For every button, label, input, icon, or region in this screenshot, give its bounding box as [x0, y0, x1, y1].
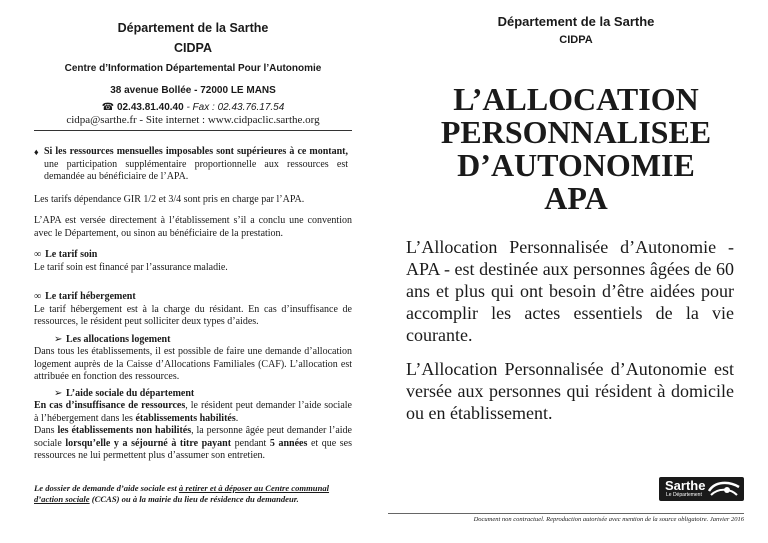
tarif-soin-section	[34, 249, 352, 274]
department-title: Département de la Sarthe	[117, 21, 269, 35]
aide-sociale-heading: L’aide sociale du département	[66, 387, 195, 399]
document-title: L’ALLOCATION PERSONNALISEE D’AUTONOMIE APA	[440, 81, 712, 216]
infinity-bullet-icon: ∞	[34, 291, 42, 302]
allocations-logement-heading: Les allocations logement	[66, 333, 171, 345]
left-panel	[34, 12, 352, 463]
apa-versee-text: L’APA est versée directement à l’établissement s’il a conclu une convention avec le Département, ou sinon au bénéficiaire de la prestation.	[34, 215, 352, 239]
centre-name: Centre d’Information Départemental Pour l’Autonomie	[64, 63, 322, 74]
contact-phone	[34, 102, 352, 113]
resources-bullet: ♦ Si les ressources mensuelles imposables sont supérieures à ce montant, une participation supplémentaire proportionnelle aux ressources est demandée au bénéficiaire de l’APA.	[34, 146, 348, 182]
cidpa-title-right: CIDPA	[559, 34, 593, 46]
infinity-bullet-icon: ∞	[34, 249, 42, 260]
allocations-logement-section	[34, 334, 352, 384]
tarif-soin-text: Le tarif soin est financé par l’assurance maladie.	[34, 261, 228, 273]
address: 38 avenue Bollée - 72000 LE MANS	[110, 85, 276, 96]
sarthe-logo: Sarthe Le Département	[659, 477, 744, 501]
aide-sociale-text: En cas d’insuffisance de ressources, le résident peut demander l’aide sociale à l’hébergement dans les établissements habilités. Dans les établissements non habilités, la personne âgée peut demander l’aide sociale lorsqu’elle y a séjourné à titre payant pendant 5 années et que ses ressources ne lui permettent plus d’assumer son entretien.	[34, 400, 353, 461]
phone-icon: ☎	[101, 102, 115, 113]
tarif-hebergement-heading: Le tarif hébergement	[45, 291, 136, 302]
fax-number: - Fax : 02.43.76.17.54	[183, 102, 285, 113]
department-title-right: Département de la Sarthe	[497, 14, 655, 29]
phone-number: 02.43.81.40.40	[116, 102, 184, 113]
footer-divider	[388, 513, 744, 514]
header-divider	[34, 130, 352, 131]
arrow-bullet-icon: ➢	[54, 333, 63, 345]
apa-description: L’Allocation Personnalisée d’Autonomie - APA - est destinée aux personnes âgées de 60 ans et plus qui ont besoin d’être aidées pour accomplir les actes essentiels de la vie courante.	[406, 237, 734, 345]
footer-disclaimer: Document non contractuel. Reproduction autorisée avec mention de la source obligatoire. Janvier 2016	[473, 516, 744, 523]
right-panel	[406, 0, 746, 423]
sarthe-logo-icon	[707, 479, 741, 499]
tarif-soin-heading: Le tarif soin	[45, 249, 98, 260]
apa-beneficiaries: L’Allocation Personnalisée d’Autonomie est versée aux personnes qui résident à domicile ou en établissement.	[406, 359, 734, 423]
email-website: cidpa@sarthe.fr - Site internet : www.cidpaclic.sarthe.org	[66, 114, 320, 126]
tarifs-dependance: Les tarifs dépendance GIR 1/2 et 3/4 sont pris en charge par l’APA.	[34, 193, 305, 205]
diamond-bullet-icon: ♦	[34, 147, 39, 157]
tarif-hebergement-section	[34, 291, 352, 329]
aide-sociale-note: Le dossier de demande d’aide sociale est à retirer et à déposer au Centre communal d’action sociale (CCAS) ou à la mairie du lieu de résidence du demandeur.	[34, 483, 330, 504]
tarif-hebergement-text: Le tarif hébergement est à la charge du résidant. En cas d’insuffisance de ressources, le résident peut solliciter deux types d’aides.	[34, 303, 352, 327]
arrow-bullet-icon: ➢	[54, 387, 63, 399]
aide-sociale-section	[34, 388, 352, 463]
cidpa-title: CIDPA	[174, 41, 212, 55]
allocations-logement-text: Dans tous les établissements, il est possible de faire une demande d’allocation logement auprès de la Caisse d’Allocations Familiales (CAF). L’allocation est attribuée en fonction des ressources.	[34, 346, 352, 382]
